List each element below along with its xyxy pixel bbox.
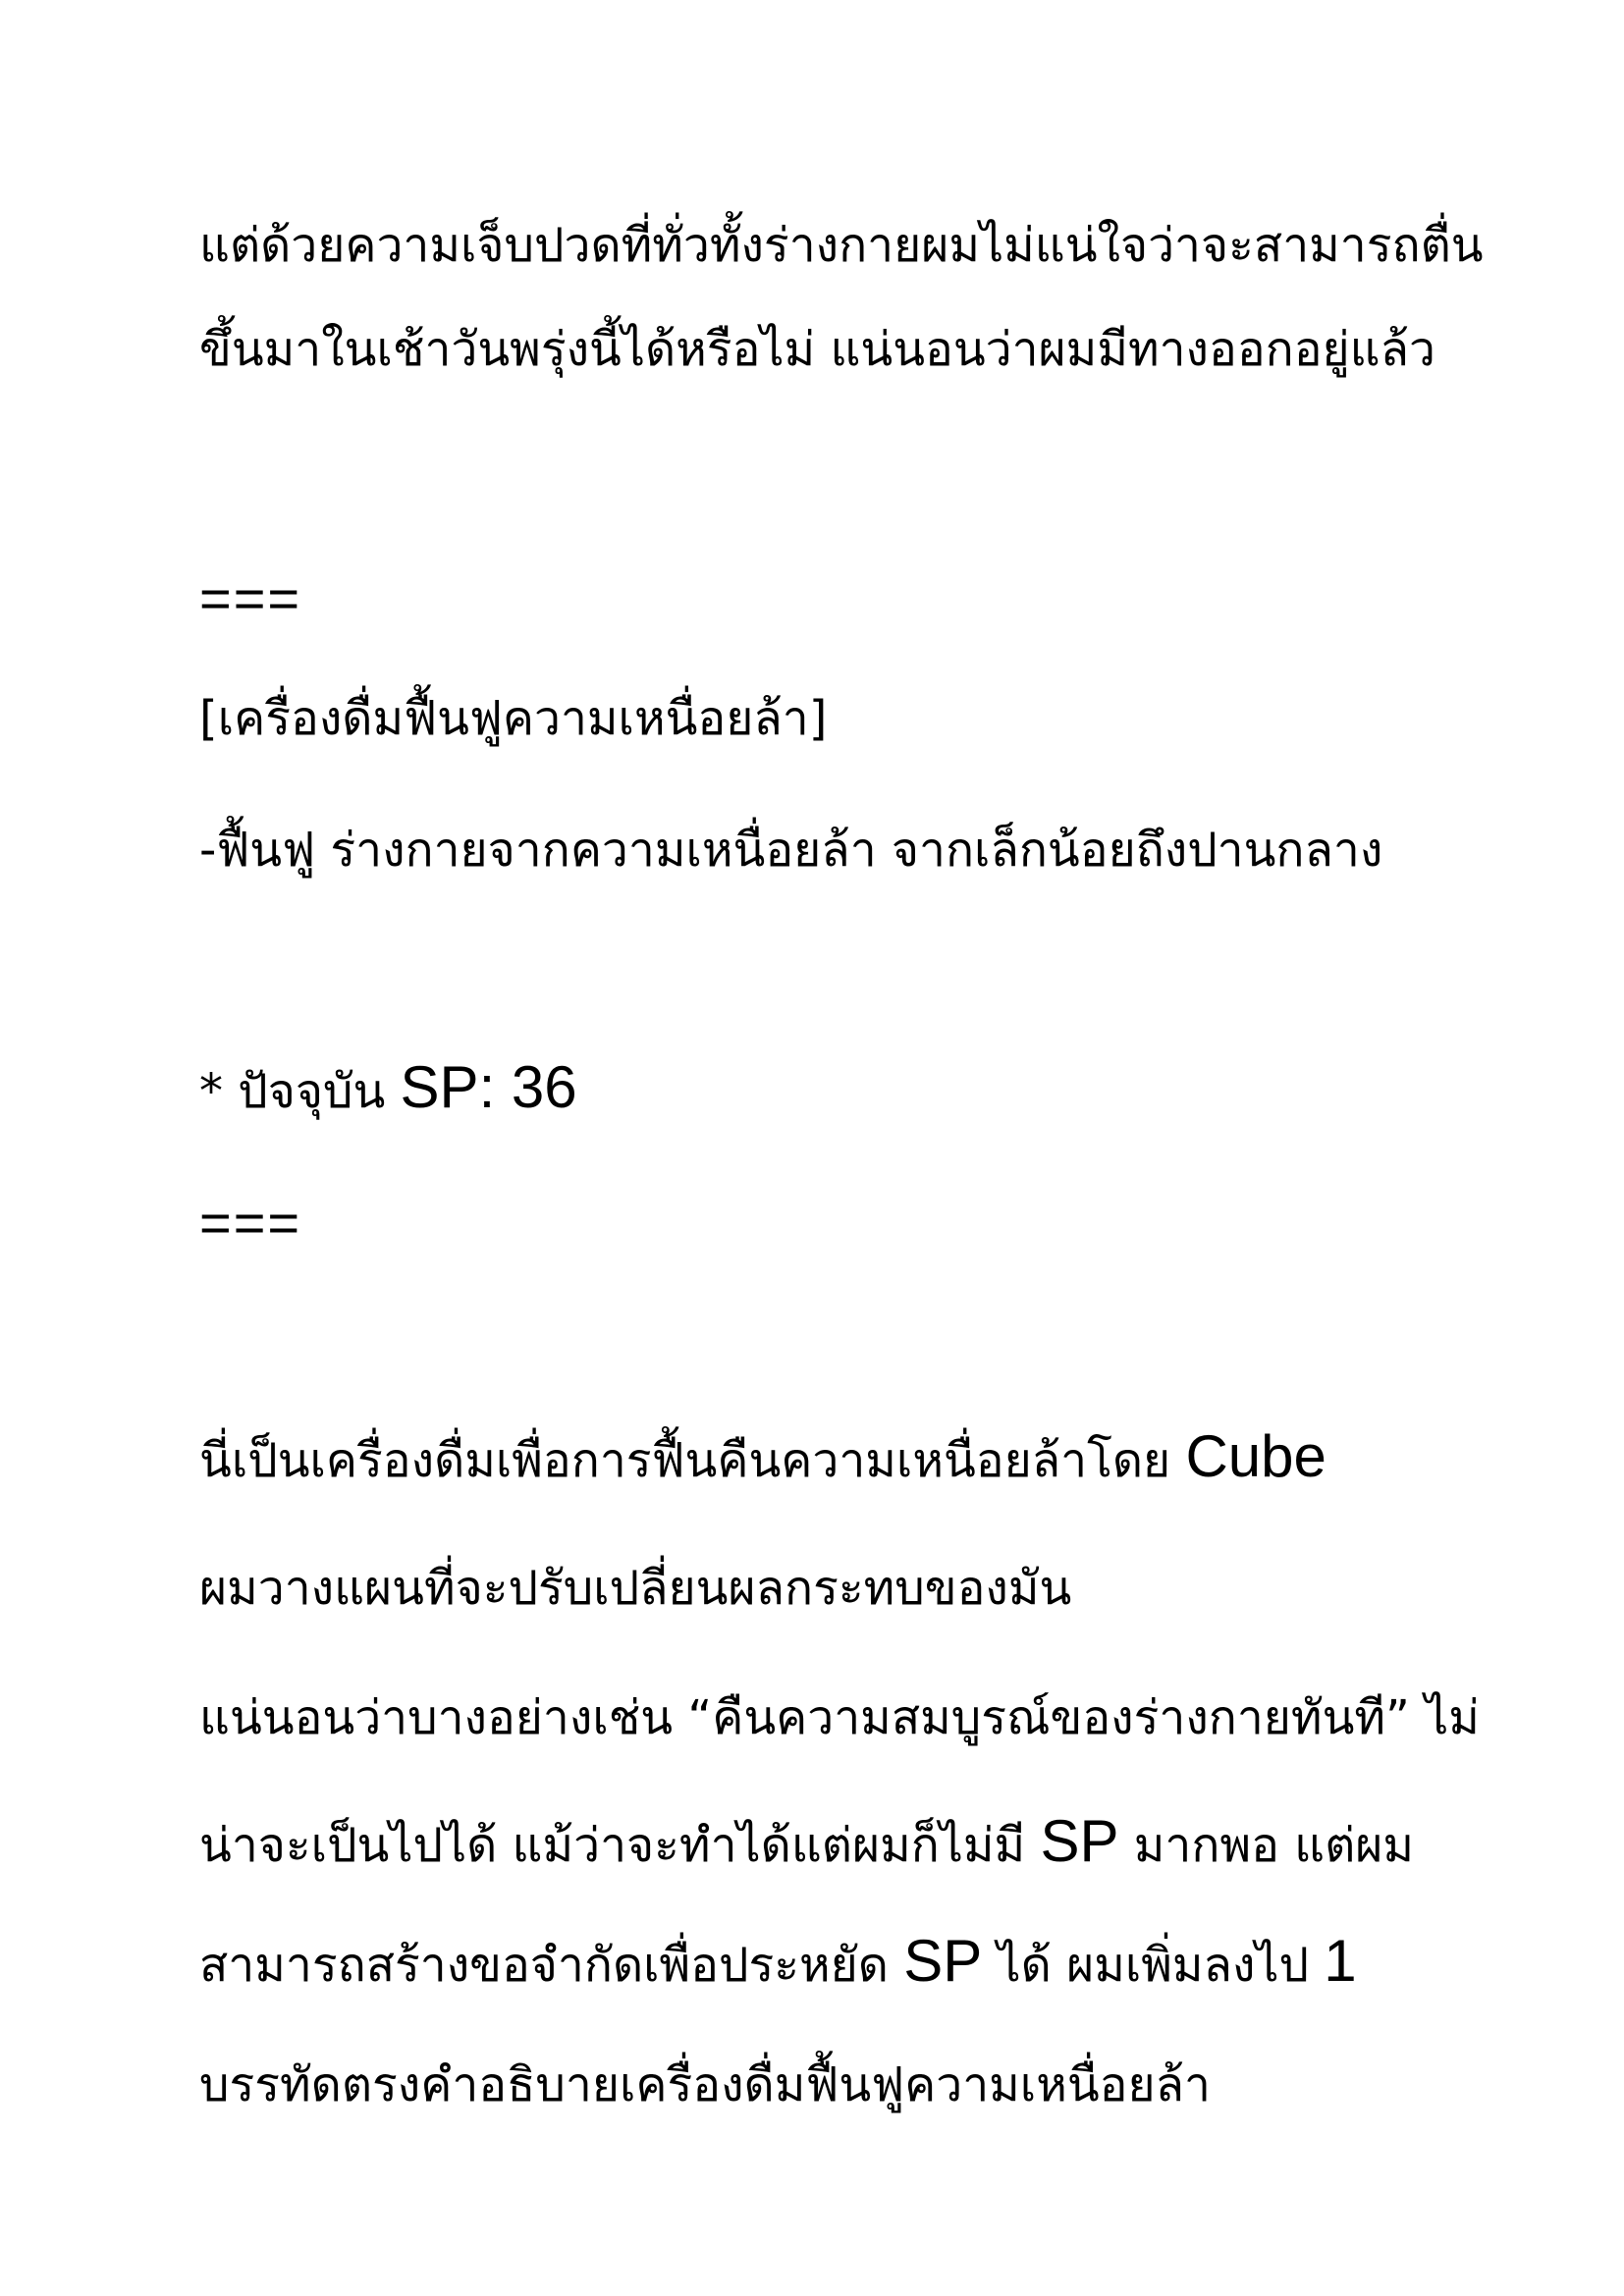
separator-top: === (199, 567, 302, 629)
sp-value: SP: 36 (400, 1054, 577, 1120)
item-effect: -ฟื้นฟู ร่างกายจากความเหนื่อยล้า จากเล็กน้อยถึงปานกลาง (199, 823, 1383, 878)
paragraph2-line6: บรรทัดตรงคำอธิบายเครื่องดื่มฟื้นฟูความเหนื่อยล้า (199, 2057, 1211, 2112)
sp-status (199, 1056, 577, 1123)
paragraph2-line5-a: สามารถสร้างขอจำกัดเพื่อประหยัด (199, 1938, 889, 1993)
paragraph2-line4-a: น่าจะเป็นไปได้ แม้ว่าจะทำได้แต่ผมก็ไม่มี (199, 1818, 1026, 1873)
paragraph2-line5 (199, 1930, 1357, 1997)
paragraph2-line2: ผมวางแผนที่จะปรับเปลี่ยนผลกระทบของมัน (199, 1561, 1072, 1616)
paragraph2-line5-b: ได้ ผมเพิ่มลงไป (997, 1938, 1310, 1993)
sp-word: SP (903, 1928, 983, 1994)
number-one: 1 (1324, 1928, 1357, 1994)
separator-bottom: === (199, 1192, 302, 1254)
item-name: [เครื่องดื่มฟื้นฟูความเหนื่อยล้า] (199, 691, 828, 746)
paragraph2-line4-b: มากพอ แต่ผม (1133, 1818, 1415, 1873)
paragraph2-line1-text: นี่เป็นเครื่องดื่มเพื่อการฟื้นคืนความเหนื่อยล้าโดย (199, 1433, 1171, 1488)
cube-word: Cube (1185, 1423, 1326, 1489)
sp-word: SP (1040, 1808, 1119, 1874)
paragraph2-line4 (199, 1810, 1414, 1877)
paragraph2-line1 (199, 1425, 1326, 1492)
paragraph2-line3: แน่นอนว่าบางอย่างเช่น “คืนความสมบูรณ์ของร่างกายทันที” ไม่ (199, 1690, 1480, 1745)
paragraph1-line1: แต่ด้วยความเจ็บปวดที่ทั่วทั้งร่างกายผมไม่แน่ใจว่าจะสามารถตื่น (199, 218, 1484, 273)
paragraph1-line2: ขึ้นมาในเช้าวันพรุ่งนี้ได้หรือไม่ แน่นอนว่าผมมีทางออกอยู่แล้ว (199, 322, 1435, 377)
sp-prefix: * ปัจจุบัน (199, 1064, 386, 1119)
